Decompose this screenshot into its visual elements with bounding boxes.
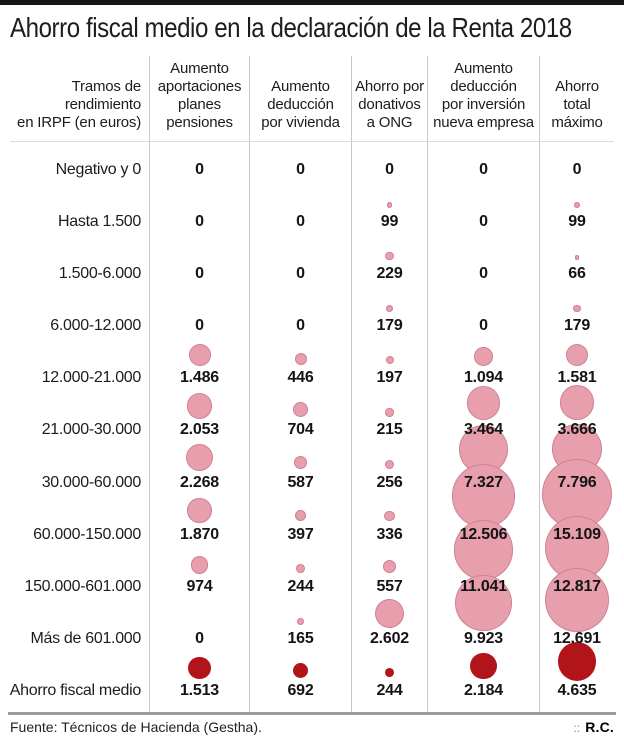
value-text: 229 (376, 265, 403, 283)
value-cell (428, 660, 540, 712)
value-bubble (187, 498, 212, 523)
value-text: 0 (195, 265, 204, 283)
top-accent-bar (0, 0, 624, 5)
row-label-text: Hasta 1.500 (58, 213, 141, 231)
value-bubble (191, 556, 209, 574)
row-label-text: 60.000-150.000 (33, 525, 141, 543)
value-cell (250, 608, 352, 660)
value-text: 165 (287, 629, 314, 647)
value-text: 0 (195, 629, 204, 647)
row-label (10, 608, 150, 660)
value-bubble (387, 202, 393, 208)
value-text: 2.602 (369, 629, 410, 647)
value-text: 0 (572, 161, 582, 178)
value-cell (352, 243, 428, 295)
value-text: 0 (195, 161, 204, 178)
value-bubble (560, 385, 595, 420)
page-title: Ahorro fiscal medio en la declaración de la Renta 2018 (10, 12, 572, 43)
value-text: 12.817 (553, 577, 601, 595)
value-bubble (385, 668, 394, 677)
value-bubble (295, 510, 306, 521)
value-text: 397 (287, 525, 314, 543)
row-header-line: rendimiento (64, 96, 141, 113)
value-bubble (297, 618, 304, 625)
value-text: 0 (479, 213, 488, 231)
value-bubble (386, 356, 394, 364)
value-text: 557 (376, 577, 403, 595)
value-text: 0 (195, 317, 204, 335)
value-bubble (575, 255, 580, 260)
value-cell (428, 295, 540, 347)
column-header-line: Ahorro por (355, 78, 424, 95)
row-label-text: Negativo y 0 (55, 161, 141, 178)
value-cell (150, 191, 250, 243)
row-label (10, 347, 150, 399)
value-bubble (386, 305, 394, 313)
value-bubble (293, 663, 308, 678)
column-header-line: deducción (450, 78, 517, 95)
value-text: 179 (376, 317, 403, 335)
value-text: 974 (186, 577, 213, 595)
value-cell (250, 660, 352, 712)
column-header-line: máximo (551, 114, 603, 131)
value-cell (250, 347, 352, 399)
value-text: 215 (376, 421, 403, 439)
value-text: 0 (479, 317, 488, 335)
value-text: 2.184 (463, 681, 504, 699)
value-cell (352, 660, 428, 712)
value-text: 7.796 (557, 473, 597, 491)
row-label (10, 191, 150, 243)
value-text: 244 (287, 577, 314, 595)
value-cell (540, 243, 614, 295)
row-label (10, 399, 150, 451)
value-text: 0 (385, 161, 394, 178)
row-label (10, 295, 150, 347)
row-label (10, 243, 150, 295)
value-text: 446 (287, 369, 314, 387)
value-cell (352, 451, 428, 503)
column-header-line: nueva empresa (433, 114, 534, 131)
value-text: 9.923 (463, 629, 504, 647)
column-header-line: a ONG (366, 114, 413, 131)
value-text: 1.094 (463, 369, 504, 387)
value-cell (150, 347, 250, 399)
column-header-line: total (563, 96, 591, 113)
column-header-line: aportaciones (157, 78, 242, 95)
credit-mark: :: (573, 721, 581, 735)
value-cell (250, 243, 352, 295)
row-label (10, 142, 150, 191)
value-bubble (187, 393, 213, 419)
value-bubble (384, 511, 394, 521)
row-label (10, 660, 150, 712)
column-header-line: Aumento (170, 60, 229, 77)
value-text: 4.635 (557, 681, 597, 699)
column-header-line: planes (177, 96, 221, 113)
value-text: 336 (376, 525, 403, 543)
value-cell (428, 243, 540, 295)
value-cell (352, 191, 428, 243)
value-cell (250, 451, 352, 503)
column-header-line: deducción (267, 96, 334, 113)
row-label-text: Ahorro fiscal medio (9, 681, 141, 699)
value-bubble (574, 202, 580, 208)
row-header-line: en IRPF (en euros) (17, 114, 141, 131)
value-text: 99 (568, 213, 586, 231)
value-text: 1.513 (179, 681, 220, 699)
value-bubble (189, 344, 211, 366)
credit (574, 719, 614, 735)
value-bubble (467, 386, 501, 420)
value-bubble (474, 347, 493, 366)
value-text: 1.581 (557, 369, 597, 387)
value-bubble (295, 353, 307, 365)
value-text: 179 (563, 317, 591, 335)
row-header (10, 56, 150, 142)
value-bubble (385, 460, 394, 469)
value-cell (150, 142, 250, 191)
footer (10, 719, 614, 735)
value-text: 12.506 (459, 525, 508, 543)
value-cell (150, 451, 250, 503)
value-cell (150, 295, 250, 347)
value-text: 3.464 (463, 421, 504, 439)
value-cell (150, 243, 250, 295)
value-cell (250, 191, 352, 243)
value-cell (250, 399, 352, 451)
value-bubble (188, 657, 210, 679)
value-cell (352, 347, 428, 399)
value-cell (352, 504, 428, 556)
value-bubble (573, 305, 581, 313)
row-label-text: 1.500-6.000 (58, 265, 141, 283)
value-cell (428, 191, 540, 243)
value-cell (540, 660, 614, 712)
value-text: 3.666 (557, 421, 597, 439)
value-text: 15.109 (553, 525, 601, 543)
value-text: 692 (287, 681, 314, 699)
column-header-line: Aumento (271, 78, 330, 95)
value-text: 0 (296, 317, 305, 335)
value-bubble (375, 599, 404, 628)
column-header-line: pensiones (166, 114, 233, 131)
value-cell (540, 142, 614, 191)
row-label (10, 556, 150, 608)
value-text: 2.053 (179, 421, 220, 439)
value-text: 1.870 (179, 525, 220, 543)
value-text: 704 (287, 421, 314, 439)
value-text: 99 (380, 213, 399, 231)
column-header (150, 56, 250, 142)
column-header (540, 56, 614, 142)
value-bubble (293, 402, 308, 417)
value-cell (352, 608, 428, 660)
row-label-text: 6.000-12.000 (50, 317, 141, 335)
column-header-line: por vivienda (261, 114, 340, 131)
value-text: 0 (296, 265, 305, 283)
value-text: 244 (376, 681, 403, 699)
value-text: 587 (287, 473, 314, 491)
row-label-text: 30.000-60.000 (41, 473, 141, 491)
value-bubble (385, 252, 394, 261)
value-bubble (385, 408, 393, 416)
column-header-line: donativos (358, 96, 421, 113)
value-bubble (294, 456, 308, 470)
value-cell (428, 142, 540, 191)
value-cell (150, 504, 250, 556)
column-header-line: Aumento (454, 60, 513, 77)
column-header-line: Ahorro (555, 78, 599, 95)
column-header (428, 56, 540, 142)
value-text: 256 (376, 473, 403, 491)
value-text: 66 (568, 265, 586, 283)
value-cell (540, 191, 614, 243)
row-label-text: 150.000-601.000 (24, 577, 141, 595)
value-text: 0 (296, 213, 305, 231)
footer-divider (8, 712, 616, 715)
value-cell (352, 399, 428, 451)
source-note: Fuente: Técnicos de Hacienda (Gestha). (10, 719, 262, 735)
row-label-text: 21.000-30.000 (41, 421, 141, 439)
value-cell (250, 556, 352, 608)
value-bubble (296, 564, 305, 573)
value-text: 7.327 (463, 473, 504, 491)
row-header-line: Tramos de (71, 78, 141, 95)
value-cell (352, 295, 428, 347)
row-label (10, 504, 150, 556)
value-text: 0 (479, 265, 488, 283)
column-header (250, 56, 352, 142)
value-cell (250, 295, 352, 347)
value-cell (540, 295, 614, 347)
row-label-text: 12.000-21.000 (41, 369, 141, 387)
value-cell (150, 608, 250, 660)
value-bubble (383, 560, 396, 573)
credit-initials: R.C. (585, 719, 614, 735)
value-cell (352, 142, 428, 191)
value-text: 0 (479, 161, 488, 178)
value-text: 11.041 (460, 577, 507, 595)
value-text: 12.691 (553, 629, 601, 647)
value-text: 2.268 (179, 473, 220, 491)
value-cell (250, 142, 352, 191)
value-bubble (470, 653, 497, 680)
value-cell (150, 660, 250, 712)
value-text: 197 (376, 369, 403, 387)
row-label (10, 451, 150, 503)
value-bubble (186, 444, 213, 471)
value-cell (150, 556, 250, 608)
value-text: 0 (296, 161, 305, 178)
row-label-text: Más de 601.000 (30, 629, 141, 647)
value-text: 0 (195, 213, 204, 231)
bubble-table (10, 56, 614, 712)
value-text: 1.486 (179, 369, 220, 387)
value-cell (250, 504, 352, 556)
value-bubble (566, 344, 589, 367)
column-header-line: por inversión (441, 96, 526, 113)
column-header (352, 56, 428, 142)
